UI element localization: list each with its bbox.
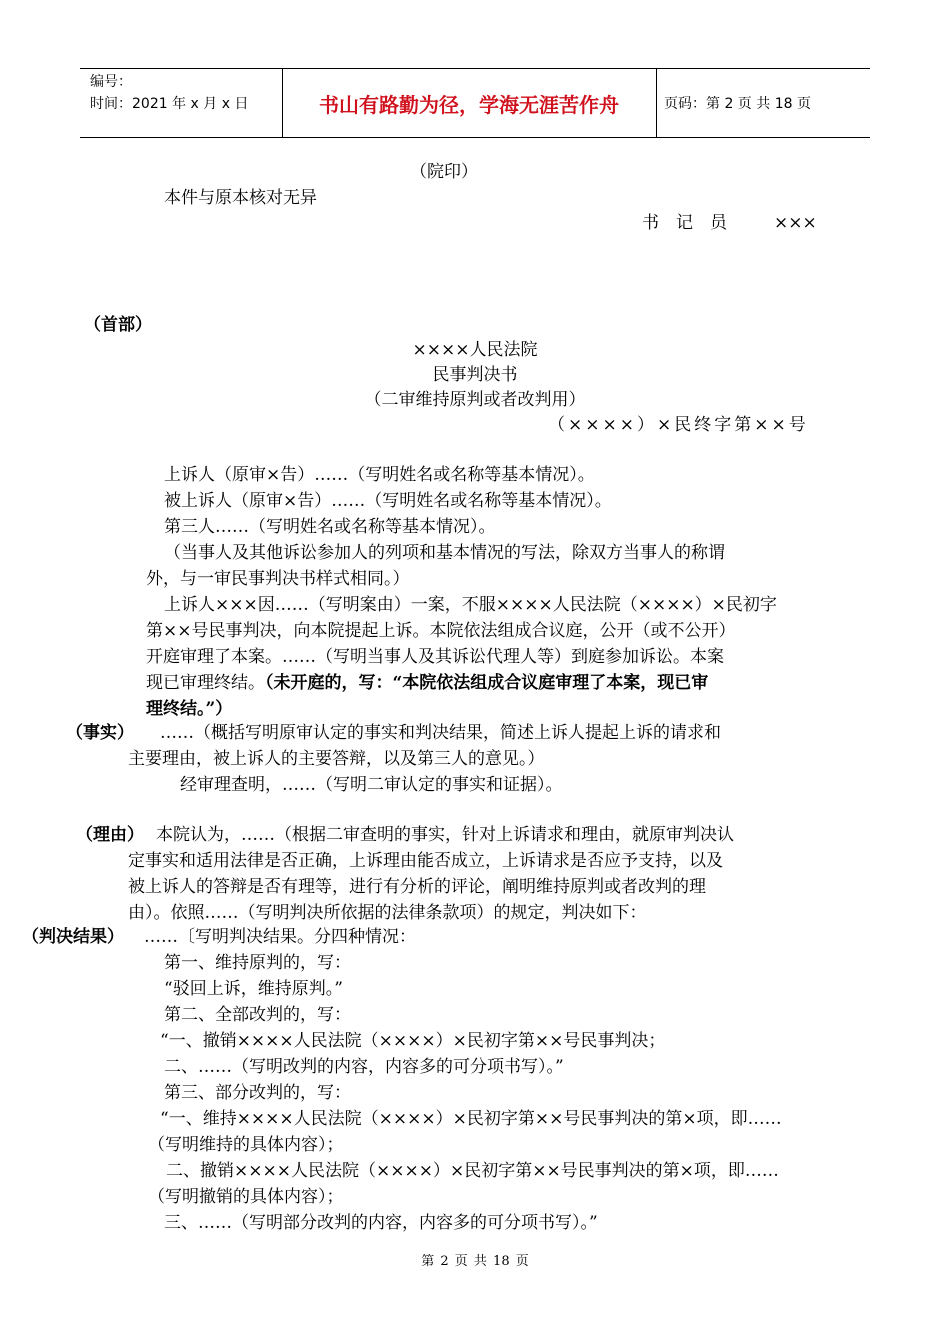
header-meta (90, 71, 248, 115)
section-label-head: （首部） (84, 315, 152, 335)
paragraph-case-line: 上诉人×××因……（写明案由）一案，不服××××人民法院（××××）×民初字 (164, 595, 777, 615)
verify-note: 本件与原本核对无异 (164, 188, 317, 208)
paragraph-reason-line: 本院认为，……（根据二审查明的事实，针对上诉请求和理由，就原审判决认 (156, 825, 734, 845)
paragraph-appellant: 上诉人（原审×告）……（写明姓名或名称等基本情况）。 (164, 465, 595, 485)
clerk-title: 书 记 员 (642, 213, 727, 233)
case-line-bold: （未开庭的，写：“本院依法组成合议庭审理了本案，现已审 (265, 673, 709, 693)
result-case-third-item: （写明撤销的具体内容）； (148, 1187, 344, 1207)
result-case-third: 第三、部分改判的，写： (164, 1083, 351, 1103)
paragraph-case-line: 开庭审理了本案。……（写明当事人及其诉讼代理人等）到庭参加诉讼。本案 (146, 647, 724, 667)
paragraph-result-line: ……〔写明判决结果。分四种情况： (144, 927, 416, 947)
result-case-second: 第二、全部改判的，写： (164, 1005, 351, 1025)
result-case-second-item: 二、……（写明改判的内容，内容多的可分项书写）。” (164, 1057, 564, 1077)
document-subtitle: （二审维持原判或者改判用） (364, 390, 586, 410)
paragraph-note-line: 外，与一审民事判决书样式相同。） (146, 569, 410, 589)
seal-note: （院印） (410, 162, 478, 182)
paragraph-case-line (146, 670, 708, 696)
document-title: 民事判决书 (432, 365, 518, 385)
result-case-second-item: “一、撤销××××人民法院（××××）×民初字第××号民事判决； (160, 1031, 666, 1051)
paragraph-case-line: 第××号民事判决，向本院提起上诉。本院依法组成合议庭，公开（或不公开） (146, 621, 736, 641)
case-number: （××××）×民终字第××号 (548, 415, 809, 435)
result-case-first-text: “驳回上诉，维持原判。” (164, 979, 343, 999)
paragraph-case-line: 理终结。”） (146, 699, 233, 719)
header-time-label: 时间：2021 年 x 月 x 日 (90, 96, 249, 112)
paragraph-third-party: 第三人……（写明姓名或名称等基本情况）。 (164, 517, 496, 537)
paragraph-appellee: 被上诉人（原审×告）……（写明姓名或名称等基本情况）。 (164, 491, 612, 511)
section-label-reason: （理由） (76, 825, 144, 845)
header-divider (656, 69, 657, 137)
court-name: ××××人民法院 (412, 340, 538, 360)
paragraph-note-line: （当事人及其他诉讼参加人的列项和基本情况的写法，除双方当事人的称谓 (164, 543, 725, 563)
result-case-first: 第一、维持原判的，写： (164, 953, 351, 973)
paragraph-reason-line: 由）。依照……（写明判决所依据的法律条款项）的规定，判决如下： (128, 903, 647, 923)
paragraph-reason-line: 被上诉人的答辩是否有理等，进行有分析的评论，阐明维持原判或者改判的理 (128, 877, 706, 897)
section-label-facts: （事实） (66, 723, 134, 743)
result-case-third-item: （写明维持的具体内容）； (148, 1135, 344, 1155)
clerk-name: ××× (774, 213, 817, 233)
paragraph-facts-line: 主要理由，被上诉人的主要答辩，以及第三人的意见。） (128, 749, 545, 769)
paragraph-reason-line: 定事实和适用法律是否正确，上诉理由能否成立，上诉请求是否应予支持，以及 (128, 851, 723, 871)
header-number-label: 编号： (90, 74, 132, 90)
paragraph-facts-line: ……（概括写明原审认定的事实和判决结果，简述上诉人提起上诉的请求和 (160, 723, 721, 743)
header-motto: 书山有路勤为径，学海无涯苦作舟 (319, 92, 619, 117)
paragraph-facts-line: 经审理查明，……（写明二审认定的事实和证据）。 (180, 775, 563, 795)
result-case-third-item: 三、……（写明部分改判的内容，内容多的可分项书写）。” (164, 1213, 598, 1233)
page-header (80, 68, 870, 138)
result-case-third-item: 二、撤销××××人民法院（××××）×民初字第××号民事判决的第×项，即…… (166, 1161, 779, 1181)
page-footer: 第 2 页 共 18 页 (421, 1254, 529, 1269)
result-case-third-item: “一、维持××××人民法院（××××）×民初字第××号民事判决的第×项，即…… (160, 1109, 782, 1129)
header-page-info: 页码：第 2 页 共 18 页 (664, 96, 811, 112)
section-label-result: （判决结果） (22, 927, 124, 947)
case-line-normal: 现已审理终结。 (146, 673, 265, 693)
